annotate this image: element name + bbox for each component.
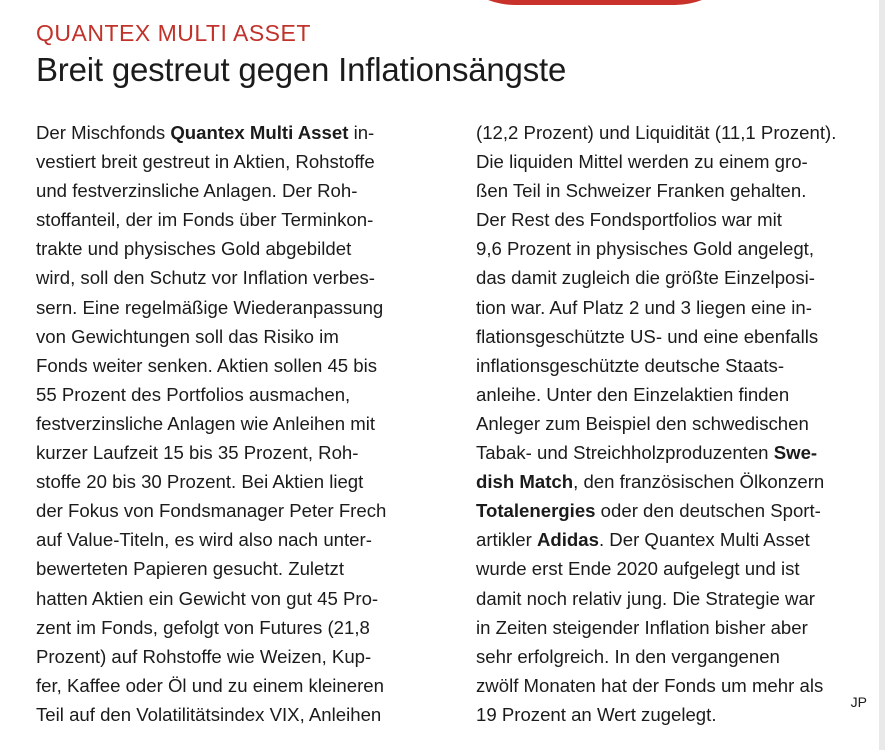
text-line [36, 613, 476, 642]
text-segment: 19 Prozent an Wert zugelegt. [476, 703, 717, 725]
text-line [476, 700, 881, 729]
text-line [36, 409, 476, 438]
text-segment: tion war. Auf Platz 2 und 3 liegen eine in- [476, 296, 812, 318]
text-line [36, 496, 476, 525]
text-segment: . Der Quantex Multi Asset [598, 529, 810, 551]
bold-text-segment: Totalenergies [476, 500, 596, 522]
text-segment: das damit zugleich die größte Einzelposi- [476, 267, 815, 289]
text-segment: Tabak- und Streichholzproduzenten [476, 442, 774, 464]
text-line [36, 671, 476, 700]
text-segment: Die liquiden Mittel werden zu einem gro- [476, 151, 808, 173]
text-segment: sehr erfolgreich. In den vergangenen [476, 645, 780, 667]
text-line [476, 234, 881, 263]
text-segment: Prozent) auf Rohstoffe wie Weizen, Kup- [36, 645, 372, 667]
bold-text-segment: Swe- [773, 442, 818, 464]
text-segment: wurde erst Ende 2020 aufgelegt und ist [476, 558, 800, 580]
text-segment: festverzinsliche Anlagen wie Anleihen mit [36, 412, 376, 434]
text-line [476, 322, 881, 351]
text-segment: stoffe 20 bis 30 Prozent. Bei Aktien liegt [36, 471, 364, 493]
text-segment: in- [348, 122, 375, 143]
text-segment: in Zeiten steigender Inflation bisher aber [476, 616, 808, 638]
text-line [476, 351, 881, 380]
bold-text-segment: Quantex Multi Asset [170, 122, 349, 143]
text-segment: artikler [476, 529, 537, 551]
text-line [476, 584, 881, 613]
article-kicker: QUANTEX MULTI ASSET [36, 20, 311, 46]
text-line [476, 409, 881, 438]
text-segment: flationsgeschützte US- und eine ebenfalls [476, 325, 819, 347]
text-line [476, 467, 881, 496]
text-segment: sern. Eine regelmäßige Wiederanpassung [36, 296, 384, 318]
text-segment: bewerteten Papieren gesucht. Zuletzt [36, 558, 345, 580]
text-segment: kurzer Laufzeit 15 bis 35 Prozent, Roh- [36, 442, 359, 464]
article-headline: Breit gestreut gegen Inflationsängste [36, 51, 567, 88]
text-line [476, 176, 881, 205]
text-segment: 55 Prozent des Portfolios ausmachen, [36, 383, 351, 405]
text-line [36, 234, 476, 263]
text-segment: anleihe. Unter den Einzelaktien finden [476, 383, 790, 405]
text-segment: Fonds weiter senken. Aktien sollen 45 bis [36, 354, 378, 376]
text-segment: von Gewichtungen soll das Risiko im [36, 325, 339, 347]
text-line [36, 554, 476, 583]
text-segment: der Fokus von Fondsmanager Peter Frech [36, 500, 387, 522]
text-line [36, 205, 476, 234]
text-line [36, 467, 476, 496]
text-line [476, 205, 881, 234]
text-segment: Der Mischfonds [36, 122, 171, 143]
text-line [36, 584, 476, 613]
text-line [476, 293, 881, 322]
text-line [476, 263, 881, 292]
text-line [36, 438, 476, 467]
text-segment: stoffanteil, der im Fonds über Terminkon- [36, 209, 374, 231]
text-segment: Anleger zum Beispiel den schwedischen [476, 412, 809, 434]
text-line [476, 118, 881, 147]
text-line [476, 380, 881, 409]
bold-text-segment: dish Match [476, 471, 574, 493]
text-line [476, 496, 881, 525]
text-segment: wird, soll den Schutz vor Inflation verbes- [36, 267, 375, 289]
article-column-right [476, 118, 881, 729]
text-segment: auf Value-Titeln, es wird also nach unter- [36, 529, 372, 551]
text-segment: hatten Aktien ein Gewicht von gut 45 Pro- [36, 587, 379, 609]
text-line [36, 525, 476, 554]
text-line [36, 293, 476, 322]
text-line [36, 351, 476, 380]
text-segment: , den französischen Ölkonzern [573, 471, 825, 493]
text-line [476, 642, 881, 671]
text-segment: 9,6 Prozent in physisches Gold angelegt, [476, 238, 814, 260]
text-line [36, 322, 476, 351]
text-line [476, 554, 881, 583]
text-line [36, 380, 476, 409]
text-segment: und festverzinsliche Anlagen. Der Roh- [36, 180, 358, 202]
text-line [36, 642, 476, 671]
text-line [36, 147, 476, 176]
decorative-top-shape [440, 0, 750, 5]
text-line [36, 118, 476, 147]
article-column-left [36, 118, 476, 729]
text-line [36, 176, 476, 205]
bold-text-segment: Adidas [536, 529, 599, 551]
text-line [36, 700, 476, 729]
text-segment: fer, Kaffee oder Öl und zu einem kleineren [36, 674, 384, 696]
text-line [476, 525, 881, 554]
text-line [476, 438, 881, 467]
text-segment: trakte und physisches Gold abgebildet [36, 238, 352, 260]
text-line [476, 147, 881, 176]
text-segment: inflationsgeschützte deutsche Staats- [476, 354, 785, 376]
text-line [476, 613, 881, 642]
text-segment: Der Rest des Fondsportfolios war mit [476, 209, 782, 231]
text-segment: zent im Fonds, gefolgt von Futures (21,8 [36, 616, 370, 638]
text-line [36, 263, 476, 292]
text-segment: (12,2 Prozent) und Liquidität (11,1 Prozent). [476, 122, 837, 143]
text-line [476, 671, 881, 700]
text-segment: zwölf Monaten hat der Fonds um mehr als [476, 674, 824, 696]
text-segment: vestiert breit gestreut in Aktien, Rohstoffe [36, 151, 375, 173]
text-segment: Teil auf den Volatilitätsindex VIX, Anleihen [36, 703, 382, 725]
text-segment: damit noch relativ jung. Die Strategie war [476, 587, 815, 609]
text-segment: ßen Teil in Schweizer Franken gehalten. [476, 180, 807, 202]
author-signature: JP [850, 694, 867, 710]
text-segment: oder den deutschen Sport- [595, 500, 821, 522]
